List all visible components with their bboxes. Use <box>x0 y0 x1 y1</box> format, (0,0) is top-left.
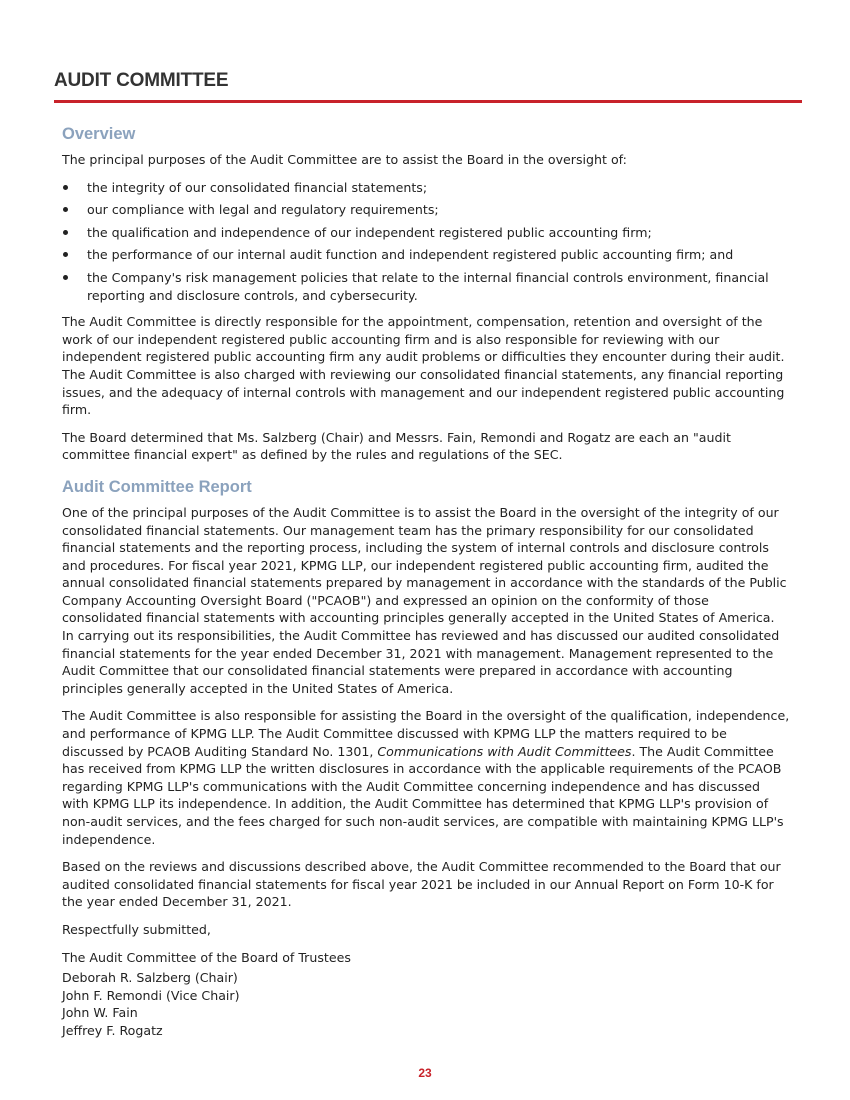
standard-title: Communications with Audit Committees <box>377 743 632 759</box>
overview-paragraph-responsibilities: The Audit Committee is directly responsible for the appointment, compensation, retention and oversight of the work of our independent registered public accounting firm and is also responsible for reviewing with our independent registered public accounting firm any audit problems or difficulties they encounter during their audit. The Audit Committee is also charged with reviewing our consolidated financial statements, any financial reporting issues, and the adequacy of internal controls with management and our independent registered public accounting firm. <box>62 314 785 418</box>
page-title: AUDIT COMMITTEE <box>54 70 229 91</box>
oversight-list <box>62 179 790 305</box>
report-paragraph-kpmg-part1: The Audit Committee is also responsible for assisting the Board in the oversight of the qualification, independence, and performance of KPMG LLP. The Audit Committee discussed with KPMG LLP the matters required to be discussed by PCAOB Auditing Standard No. 1301, <box>62 708 790 759</box>
overview-heading: Overview <box>62 125 136 143</box>
list-item: the integrity of our consolidated financial statements; <box>62 179 790 197</box>
report-paragraph-kpmg-part2: . The Audit Committee has received from KPMG LLP the written disclosures in accordance with the applicable requirements of the PCAOB regarding KPMG LLP's communications with the Audit Committee concerning independence and has discussed with KPMG LLP its independence. In addition, the Audit Committee has determined that KPMG LLP's provision of non-audit services, and the fees charged for such non-audit services, are compatible with maintaining KPMG LLP's independence. <box>62 743 784 847</box>
page-number: 23 <box>418 1066 432 1080</box>
list-item: our compliance with legal and regulatory requirements; <box>62 201 790 219</box>
signatory: Jeffrey F. Rogatz <box>62 1022 163 1038</box>
committee-name: The Audit Committee of the Board of Trustees <box>62 949 351 965</box>
signatory-list <box>62 969 790 1039</box>
report-heading: Audit Committee Report <box>62 477 252 496</box>
title-divider <box>54 100 802 103</box>
report-paragraph-kpmg <box>62 707 790 848</box>
list-item: the qualification and independence of our independent registered public accounting firm; <box>62 224 790 242</box>
list-item: the performance of our internal audit function and independent registered public accounting firm; and <box>62 246 790 264</box>
page-body <box>62 122 790 1040</box>
report-paragraph-recommendation: Based on the reviews and discussions described above, the Audit Committee recommended to the Board that our audited consolidated financial statements for fiscal year 2021 be included in our Annual Report on Form 10-K for the year ended December 31, 2021. <box>62 859 781 910</box>
signatory: John W. Fain <box>62 1005 138 1021</box>
overview-intro: The principal purposes of the Audit Committee are to assist the Board in the oversight of: <box>62 152 627 167</box>
closing-line: Respectfully submitted, <box>62 921 211 937</box>
signatory: Deborah R. Salzberg (Chair) <box>62 970 238 986</box>
report-paragraph-oversight: One of the principal purposes of the Audit Committee is to assist the Board in the oversight of the integrity of our consolidated financial statements. Our management team has the primary responsibility for our consolidated financial statements and the reporting process, including the system of internal controls and disclosure controls and procedures. For fiscal year 2021, KPMG LLP, our independent registered public accounting firm, audited the annual consolidated financial statements prepared by management in accordance with the standards of the Public Company Accounting Oversight Board ("PCAOB") and expressed an opinion on the conformity of those consolidated financial statements with accounting principles generally accepted in the United States of America. In carrying out its responsibilities, the Audit Committee has reviewed and has discussed our audited consolidated financial statements for the year ended December 31, 2021 with management. Management represented to the Audit Committee that our consolidated financial statements were prepared in accordance with accounting principles generally accepted in the United States of America. <box>62 504 787 696</box>
overview-paragraph-financial-expert: The Board determined that Ms. Salzberg (Chair) and Messrs. Fain, Remondi and Rogatz are each an "audit committee financial expert" as defined by the rules and regulations of the SEC. <box>62 429 731 463</box>
signatory: John F. Remondi (Vice Chair) <box>62 987 240 1003</box>
list-item: the Company's risk management policies that relate to the internal financial controls environment, financial reporting and disclosure controls, and cybersecurity. <box>62 269 790 304</box>
